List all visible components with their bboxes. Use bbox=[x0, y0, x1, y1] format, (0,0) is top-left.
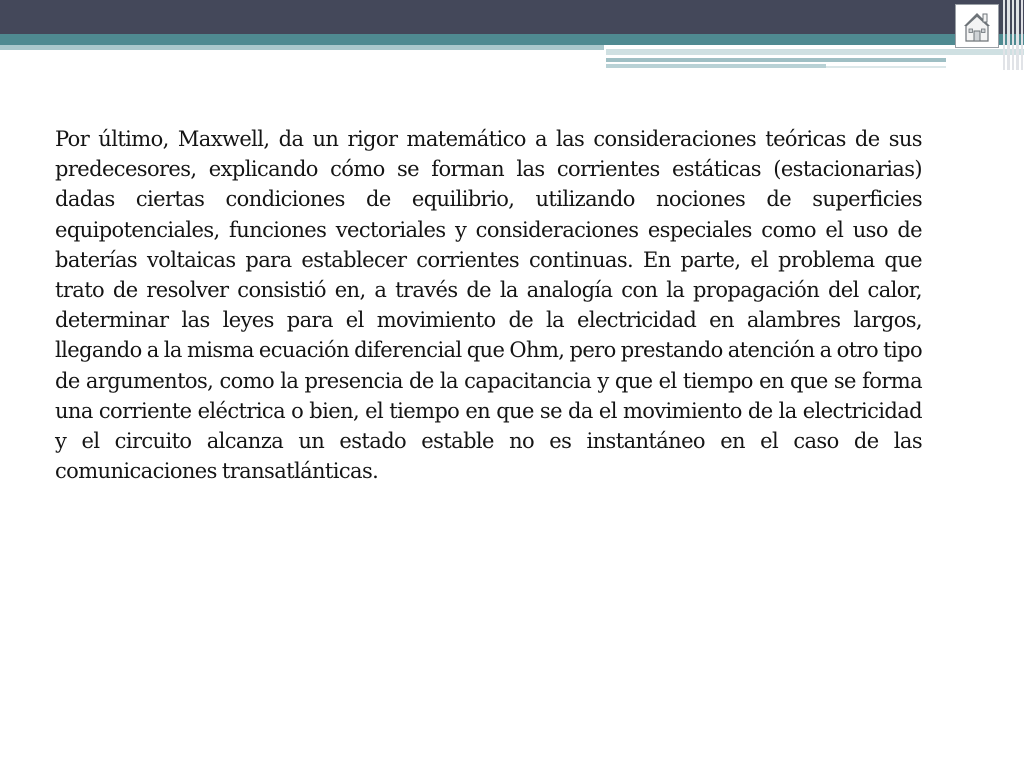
home-button[interactable] bbox=[955, 4, 999, 48]
decorative-stripe bbox=[606, 49, 1024, 55]
decorative-stripe bbox=[606, 64, 826, 68]
vertical-bar bbox=[1016, 0, 1019, 70]
vertical-bar bbox=[1003, 0, 1005, 70]
body-text: Por último, Maxwell, da un rigor matemático a las consideraciones teóricas de sus predecesores, explicando cómo se forman las corrientes estáticas (estacionarias) dadas ciertas condiciones de equilibrio, utilizando nociones de superficies equipotenciales, funciones vectoriales y consideraciones especiales como el uso de baterías voltaicas para establecer corrientes continuas. En parte, el problema que trato de resolver consistió en, a través de la analogía con la propagación del calor, determinar las leyes para el movimiento de la electricidad en alambres largos, llegando a la misma ecuación diferencial que Ohm, pero prestando atención a otro tipo de argumentos, como la presencia de la capacitancia y que el tiempo en que se forma una corriente eléctrica o bien, el tiempo en que se da el movimiento de la electricidad y el circuito alcanza un estado estable no es instantáneo en el caso de las comunicaciones transatlánticas. bbox=[55, 127, 922, 484]
decorative-stripe bbox=[606, 58, 946, 62]
decorative-stripe bbox=[826, 66, 946, 68]
decorative-vertical-bars bbox=[1003, 0, 1024, 70]
header-bar-dark bbox=[0, 0, 1024, 34]
header-bar-teal bbox=[0, 34, 1024, 45]
vertical-bar bbox=[1021, 0, 1023, 70]
home-icon bbox=[959, 8, 995, 44]
vertical-bar bbox=[1012, 0, 1014, 70]
vertical-bar bbox=[1007, 0, 1010, 70]
header-bar-light bbox=[0, 45, 604, 50]
